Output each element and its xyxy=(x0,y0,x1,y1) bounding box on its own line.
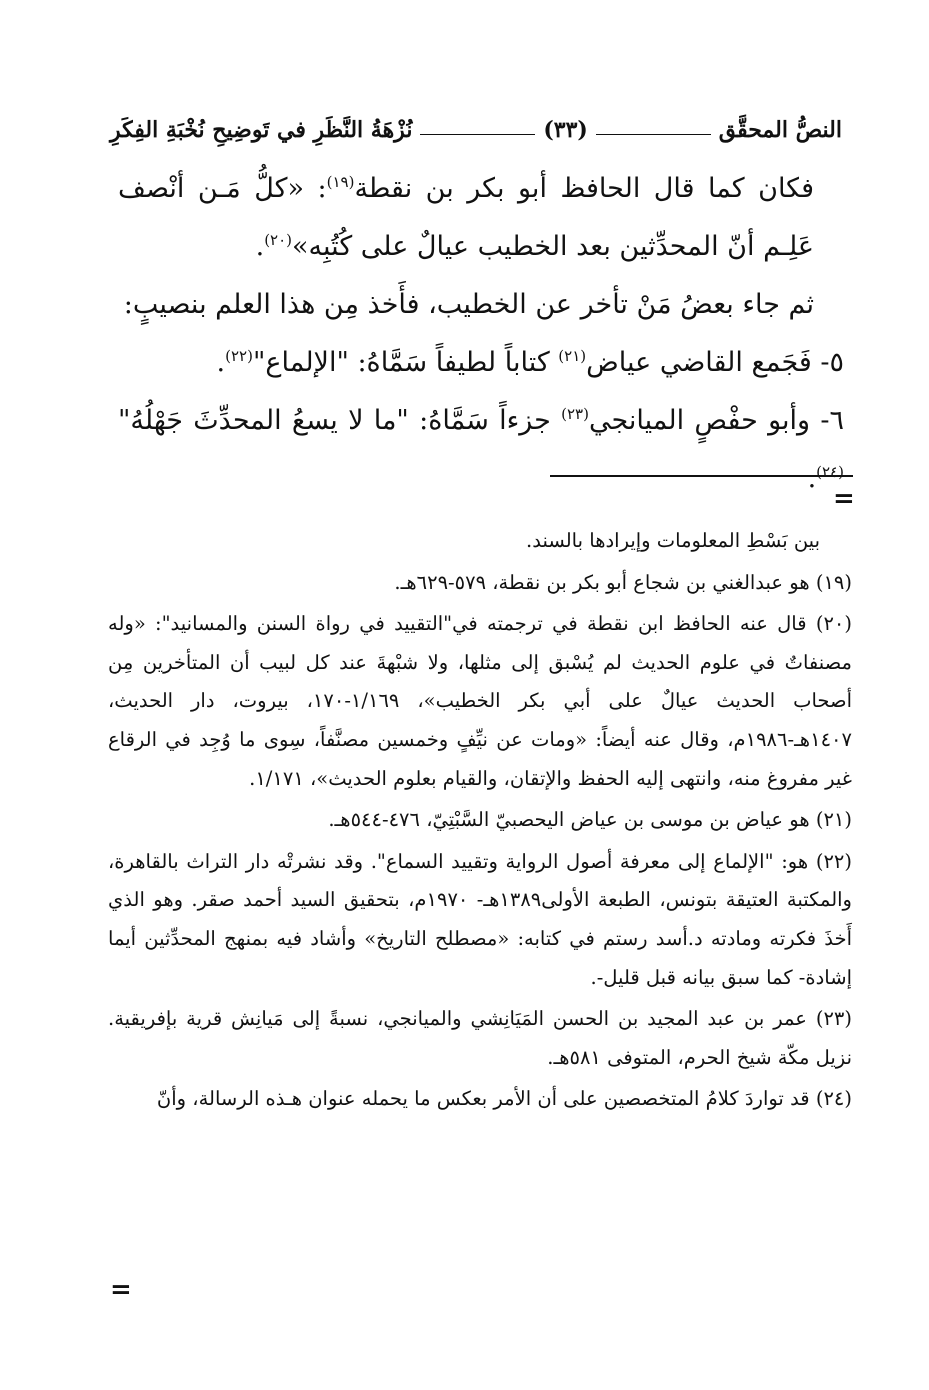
continuation-mark-top: = xyxy=(833,484,855,514)
footnote-separator xyxy=(550,475,853,477)
footnote-ref-20: (٢٠) xyxy=(264,231,293,249)
main-p2-text: ثم جاء بعضُ مَنْ تأخر عن الخطيب، فأَخذ مِن هذا العلم بنصيبٍ: xyxy=(123,289,814,320)
main-p4-b: جزءاً سَمَّاهُ: "ما لا يسعُ المحدِّثَ جَهْلُهُ" xyxy=(118,405,562,436)
main-p4-a: ٦- وأبو حفْصٍ الميانجي xyxy=(588,405,844,436)
main-text xyxy=(118,160,844,508)
main-paragraph-2 xyxy=(118,276,844,334)
main-paragraph-3 xyxy=(118,334,844,392)
footnote-ref-19: (١٩) xyxy=(326,173,355,191)
main-p4-end: . xyxy=(807,463,817,494)
footnote-ref-24: (٢٤) xyxy=(816,463,844,481)
footnote-21: (٢١) هو عياض بن موسى بن عياض اليحصبيّ السَّبْتِيّ، ٤٧٦-٥٤٤هـ. xyxy=(328,808,852,832)
footnote-ref-22: (٢٢) xyxy=(225,347,253,365)
main-p3-b: كتاباً لطيفاً سَمَّاهُ: "الإلماع" xyxy=(252,347,559,378)
footnotes xyxy=(108,522,852,1122)
footnote-22: (٢٢) هو: "الإلماع إلى معرفة أصول الرواية وتقييد السماع". وقد نشرتْه دار التراث بالقاهرة، والمكتبة العتيقة بتونس، الطبعة الأولى١٣٨٩هـ- ١٩٧٠م، بتحقيق السيد أحمد صقر. وهو الذي أَخذَ فكرته ومادته د.أسد رستم في كتابه: «مصطلح التاريخ» وأشاد فيه بمنهج المحدِّثين أيما إشادة- كما سبق بيانه قبل قليل-. xyxy=(108,849,852,989)
main-p3-end: . xyxy=(216,347,226,378)
header-book-title: نُزْهَةُ النَّظَرِ في تَوضِيحِ نُخْبَةِ الفِكَرِ xyxy=(110,117,413,143)
footnote-continued: بين بَسْطِ المعلومات وإيرادها بالسند. xyxy=(526,529,820,552)
main-p1-end: . xyxy=(255,231,265,262)
footnote-19: (١٩) هو عبدالغني بن شجاع أبو بكر بن نقطة، ٥٧٩-٦٢٩هـ. xyxy=(394,570,852,594)
main-paragraph-1 xyxy=(118,160,844,276)
header-section-title: النصُّ المحقَّق xyxy=(718,117,842,143)
footnote-24: (٢٤) قد تواردَ كلامُ المتخصصين على أن الأمر بعكس ما يحمله عنوان هـذه الرسالة، وأنّ xyxy=(156,1087,852,1111)
header-page-number: (٣٣) xyxy=(543,117,588,143)
footnote-20: (٢٠) قال عنه الحافظ ابن نقطة في ترجمته في"التقييد في رواة السنن والمسانيد": «وله مصنفاتٌ في علوم الحديث لم يُسْبق إلى مثلها، ولا شبْهةَ عند كل لبيب أن المتأخرين مِن أصحاب الحديث عيالٌ على أبي بكر الخطيب»، ١/١٦٩-١٧٠، بيروت، دار الحديث، ١٤٠٧هـ-١٩٨٦م، وقال عنه أيضاً: «ومات عن نيِّفٍ وخمسين مصنَّفاً، سِوى ما وُجِد في الرقاع غير مفروغ منه، وانتهى إليه الحفظ والإتقان، والقيام بعلوم الحديث»، ١/١٧١. xyxy=(108,612,852,790)
header-rule-left xyxy=(420,134,535,135)
continuation-mark-bottom: = xyxy=(110,1275,132,1305)
footnote-ref-23: (٢٣) xyxy=(561,405,589,423)
header-rule-right xyxy=(596,134,711,135)
footnote-ref-21: (٢١) xyxy=(558,347,587,365)
main-p3-a: ٥- فَجَمع القاضي عياض xyxy=(586,347,844,378)
main-p1-quote: : «كلُّ مَـن أنْصف عَلِـم أنّ المحدِّثين بعد الخطيب عيالٌ على كُتُبِه» xyxy=(118,173,814,262)
footnote-23: (٢٣) عمر بن عبد المجيد بن الحسن المَيَانِشي والميانجي، نسبةً إلى مَيانِش قرية بإفريقية. نزيل مكّة شيخ الحرم، المتوفى ٥٨١هـ. xyxy=(108,1007,852,1069)
main-p1-text: فكان كما قال الحافظ أبو بكر بن نقطة xyxy=(354,173,814,204)
main-paragraph-4 xyxy=(118,392,844,508)
running-header xyxy=(110,112,842,148)
